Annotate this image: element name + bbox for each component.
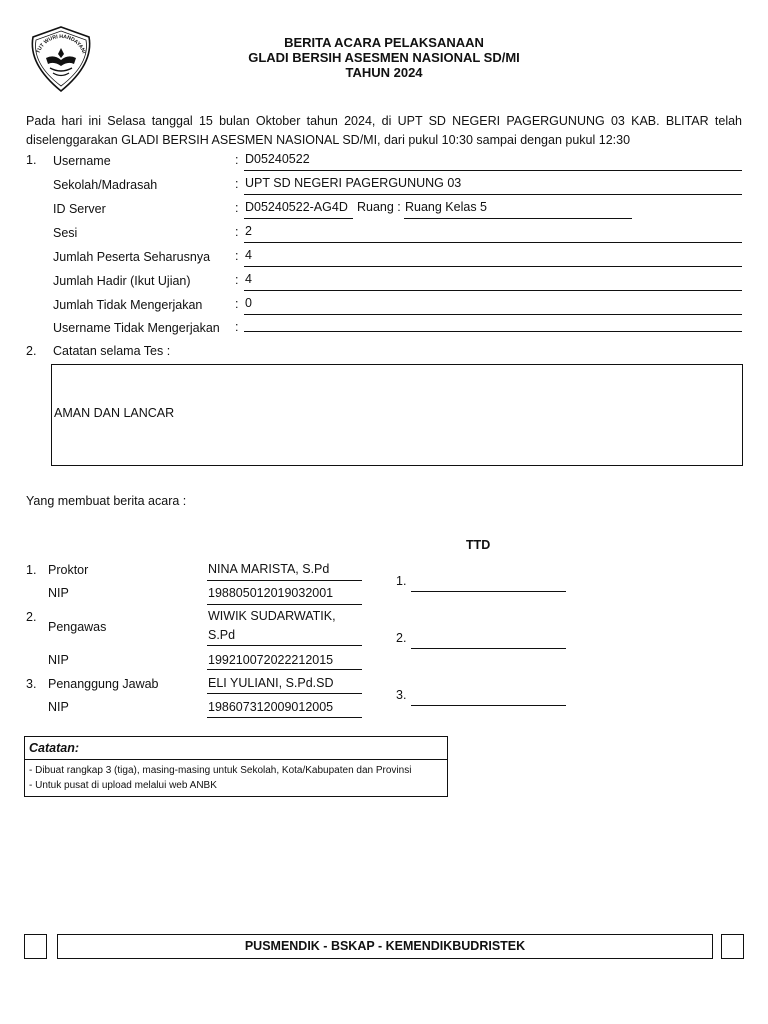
field-label-id-server: ID Server bbox=[53, 202, 106, 216]
field-colon: : bbox=[235, 273, 239, 287]
signer-name-penanggung-jawab: ELI YULIANI, S.Pd.SD bbox=[208, 676, 334, 690]
field-colon: : bbox=[235, 249, 239, 263]
field-value-school: UPT SD NEGERI PAGERGUNUNG 03 bbox=[245, 176, 462, 190]
field-label-username: Username bbox=[53, 154, 111, 168]
field-value-id-server: D05240522-AG4D bbox=[245, 200, 348, 214]
title-line-1: BERITA ACARA PELAKSANAAN bbox=[284, 35, 484, 50]
field-label-not-working: Jumlah Tidak Mengerjakan bbox=[53, 298, 203, 312]
field-value-attendance: 4 bbox=[245, 272, 252, 286]
signer-role-proktor: Proktor bbox=[48, 563, 89, 577]
intro-line-2: diselenggarakan GLADI BERSIH ASESMEN NASIONAL SD/MI, dari pukul 10:30 sampai dengan pukul 12:30 bbox=[26, 133, 631, 147]
field-value-username: D05240522 bbox=[245, 152, 310, 166]
title-line-3: TAHUN 2024 bbox=[345, 65, 423, 80]
nip-value-penanggung-jawab: 198607312009012005 bbox=[208, 700, 334, 714]
field-label-attendance: Jumlah Hadir (Ikut Ujian) bbox=[53, 274, 191, 288]
footer-right-box bbox=[721, 934, 744, 959]
signers-intro: Yang membuat berita acara : bbox=[26, 494, 187, 508]
nip-value-pengawas: 199210072022212015 bbox=[208, 653, 334, 667]
title-line-2: GLADI BERSIH ASESMEN NASIONAL SD/MI bbox=[248, 50, 520, 65]
signature-number: 1. bbox=[396, 574, 407, 588]
logo-text: TUT WURI HANDAYANI bbox=[35, 33, 87, 55]
signature-line-pengawas bbox=[411, 648, 566, 649]
signature-line-proktor bbox=[411, 591, 566, 592]
field-underline bbox=[244, 194, 742, 195]
ruang-value: Ruang Kelas 5 bbox=[405, 200, 488, 214]
intro-paragraph bbox=[26, 112, 742, 150]
field-label-username-not-working: Username Tidak Mengerjakan bbox=[53, 321, 220, 335]
signer-role-penanggung-jawab: Penanggung Jawab bbox=[48, 677, 159, 691]
field-underline bbox=[244, 242, 742, 243]
notes-text: AMAN DAN LANCAR bbox=[54, 406, 175, 420]
field-label-expected-participants: Jumlah Peserta Seharusnya bbox=[53, 250, 211, 264]
signer-role-pengawas: Pengawas bbox=[48, 620, 107, 634]
signer-number: 1. bbox=[26, 563, 37, 577]
field-value-session: 2 bbox=[245, 224, 252, 238]
nip-underline bbox=[207, 669, 362, 670]
catatan-title: Catatan: bbox=[25, 737, 447, 760]
catatan-line-2: - Untuk pusat di upload melalui web ANBK bbox=[29, 780, 217, 791]
field-colon: : bbox=[235, 201, 239, 215]
field-underline bbox=[244, 266, 742, 267]
signature-number: 3. bbox=[396, 688, 407, 702]
field-underline bbox=[244, 314, 742, 315]
field-colon: : bbox=[235, 225, 239, 239]
field-underline bbox=[244, 218, 353, 219]
signature-number: 2. bbox=[396, 631, 407, 645]
catatan-line-1: - Dibuat rangkap 3 (tiga), masing-masing untuk Sekolah, Kota/Kabupaten dan Provinsi bbox=[29, 765, 412, 776]
footer-text: PUSMENDIK - BSKAP - KEMENDIKBUDRISTEK bbox=[57, 934, 713, 959]
field-underline bbox=[244, 331, 742, 332]
nip-label: NIP bbox=[48, 586, 69, 600]
signer-name-underline bbox=[207, 580, 362, 581]
nip-label: NIP bbox=[48, 653, 69, 667]
section-1-number: 1. bbox=[26, 153, 37, 167]
field-colon: : bbox=[235, 320, 239, 334]
nip-value-proktor: 198805012019032001 bbox=[208, 586, 334, 600]
field-label-session: Sesi bbox=[53, 226, 78, 240]
section-2-number: 2. bbox=[26, 344, 37, 358]
section-2-label: Catatan selama Tes : bbox=[53, 344, 171, 358]
field-colon: : bbox=[235, 177, 239, 191]
field-underline bbox=[244, 170, 742, 171]
signer-number: 2. bbox=[26, 610, 37, 624]
field-value-expected-participants: 4 bbox=[245, 248, 252, 262]
signer-number: 3. bbox=[26, 677, 37, 691]
field-colon: : bbox=[235, 153, 239, 167]
field-colon: : bbox=[235, 297, 239, 311]
ruang-underline bbox=[404, 218, 632, 219]
field-underline bbox=[244, 290, 742, 291]
nip-label: NIP bbox=[48, 700, 69, 714]
field-label-school: Sekolah/Madrasah bbox=[53, 178, 158, 192]
ttd-heading: TTD bbox=[466, 538, 491, 552]
signer-name-pengawas-line2: S.Pd bbox=[208, 628, 236, 642]
ruang-label: Ruang : bbox=[357, 200, 401, 214]
field-value-not-working: 0 bbox=[245, 296, 252, 310]
nip-underline bbox=[207, 717, 362, 718]
signer-name-pengawas-line1: WIWIK SUDARWATIK, bbox=[208, 609, 336, 623]
signer-name-proktor: NINA MARISTA, S.Pd bbox=[208, 562, 330, 576]
intro-line-1: Pada hari ini Selasa tanggal 15 bulan Oktober tahun 2024, di UPT SD NEGERI PAGERGUNUNG 03 KAB. BLITAR telah bbox=[26, 114, 742, 128]
signer-name-underline bbox=[207, 693, 362, 694]
signer-name-underline bbox=[207, 645, 362, 646]
catatan-box bbox=[24, 736, 448, 797]
signature-line-penanggung-jawab bbox=[411, 705, 566, 706]
footer-left-box bbox=[24, 934, 47, 959]
nip-underline bbox=[207, 604, 362, 605]
